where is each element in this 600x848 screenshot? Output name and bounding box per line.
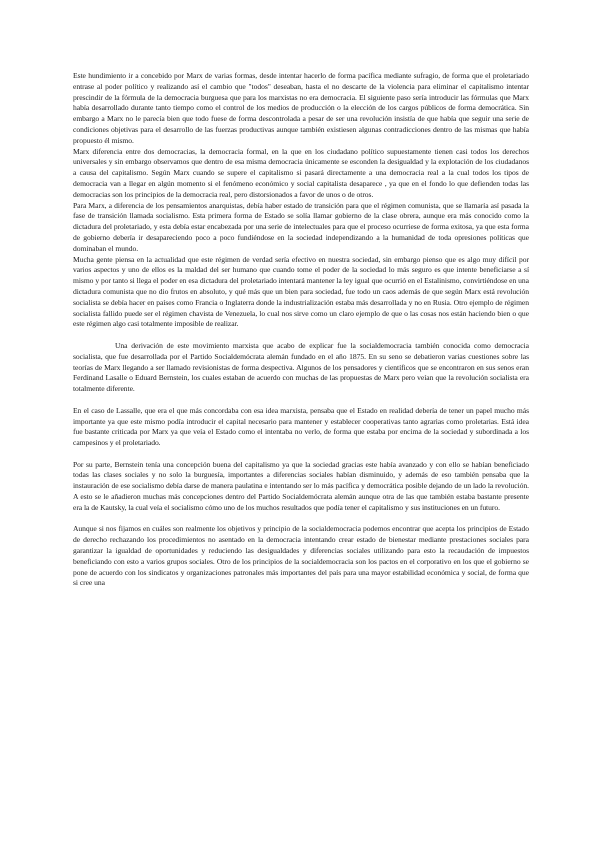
paragraph: Una derivación de este movimiento marxista que acabo de explicar fue la socialdemocracia también conocida como democracia socialista, que fue desarrollada por el Partido Socialdemócrata alemán fundado en el año 1875. En su seno se debatieron varias cuestiones sobre las teorías de Marx llegando a ser llamado revisionistas de forma despectiva. Algunos de los pensadores y científicos que se encontraron en sus senos eran Ferdinand Lasalle o Eduard Bernstein, los cuales estaban de acuerdo con muchas de las propuestas de Marx pero veían que la revolución socialista era totalmente diferente. bbox=[73, 340, 529, 394]
paragraph: En el caso de Lassalle, que era el que más concordaba con esa idea marxista, pensaba que el Estado en realidad debería de tener un papel mucho más importante ya que este mismo podía introducir el capital necesario para mantener y establecer cooperativas tanto agrarias como proletarias. Está idea fue bastante criticada por Marx ya que veía el Estado como el intentaba no verlo, de forma que estaba por encima de la sociedad y subordinada a los campesinos y el proletariado. bbox=[73, 405, 529, 448]
paragraph: Este hundimiento ir a concebido por Marx de varias formas, desde intentar hacerlo de forma pacífica mediante sufragio, de forma que el proletariado entrase al poder político y realizando así el cambio que "todos" deseaban, hasta el no descarte de la violencia para eliminar el capitalismo intentar prescindir de la fórmula de la democracia burguesa que para los marxistas no era democracia. El siguiente paso sería introducir las fórmulas que Marx había desarrollado durante tanto tiempo como el control de los medios de producción o la elección de los cargos públicos de forma democrática. Sin embargo a Marx no le parecía bien que todo fuese de forma descontrolada a pesar de ser una revolución insistía de que había que seguir una serie de condiciones objetivas para el desarrollo de las fuerzas productivas aunque también existiesen algunas contradicciones dentro de las mismas que había propuesto él mismo. bbox=[73, 71, 529, 145]
paragraph: Mucha gente piensa en la actualidad que este régimen de verdad sería efectivo en nuestra sociedad, sin embargo pienso que es algo muy difícil por varios aspectos y uno de ellos es la maldad del ser humano que cuando tome el poder de la sociedad lo más seguro es que intente beneficiarse a sí mismo y por tanto si llega el poder en esa dictadura del proletariado intentará mantener la ley igual que ocurrió en el Estalinismo, convirtiéndose en una dictadura comunista que no dio frutos en absoluto, y qué más que un bien para sociedad, fue todo un caos además de que según Marx está revolución socialista se debía hacer en países como Francia o Inglaterra donde la industrialización estaba más desarrollada y no en Rusia. Otro ejemplo de régimen socialista fallido puede ser el régimen chavista de Venezuela, lo cual nos sirve como un claro ejemplo de que o las cosas nos están haciendo bien o que este régimen algo casi totalmente imposible de realizar. bbox=[73, 254, 529, 329]
paragraph: Aunque si nos fijamos en cuáles son realmente los objetivos y principio de la socialdemocracia podemos encontrar que acepta los principios de Estado de derecho rechazando los procedimientos no asentado en la democracia intentando crear estado de bienestar mediante prestaciones sociales para garantizar la igualdad de oportunidades y reduciendo las desigualdades y diferencias sociales utilizando para esto la recaudación de impuestos beneficiando con esto a varios grupos sociales. Otro de los principios de la socialdemocracia son los pactos en el corporativo en los que el gobierno se pone de acuerdo con los sindicatos y organizaciones patronales más importantes del país para una mayor estabilidad económica y social, de forma que si cree una bbox=[73, 524, 529, 588]
paragraph: Marx diferencia entre dos democracias, la democracia formal, en la que en los ciudadano político supuestamente tienen casi todos los derechos universales y sin embargo observamos que dentro de esa misma democracia únicamente se esconden la desigualdad y la explotación de los ciudadanos a causa del capitalismo. Según Marx cuando se supere el capitalismo si pasará directamente a una democracia real a la cual todos los tipos de democracia van a llegar en algún momento si el fenómeno económico y social capitalista desaparece , ya que en el fondo lo que defienden todas las democracias son los principios de la democracia real, pero distorsionados a favor de unos o de otros. bbox=[73, 146, 529, 199]
paragraph: Por su parte, Bernstein tenía una concepción buena del capitalismo ya que la sociedad gracias este había avanzado y con ello se habían beneficiado todas las clases sociales y no solo la burguesía, importantes a diferencias sociales habían disminuido, y además de eso también pensaba que la instauración de ese socialismo debía darse de manera paulatina e intentando ser lo más pacífica y democrática posible dejando de un lado la revolución. A esto se le añadieron muchas más concepciones dentro del Partido Socialdemócrata alemán aunque otra de las que también estaba bastante presente era la de Kautsky, la cual veía el socialismo cómo uno de los muchos resultados que podía tener el capitalismo y sus instituciones en un futuro. bbox=[73, 459, 529, 512]
document-body bbox=[73, 71, 529, 589]
paragraph: Para Marx, a diferencia de los pensamientos anarquistas, debía haber estado de transición para que el régimen comunista, que se llamaría así pasada la fase de transición llamada socialismo. Esta primera forma de Estado se solía llamar gobierno de la clase obrera, aunque era más conocido como la dictadura del proletariado, y esta debía estar encabezada por una serie de intelectuales para que el proceso ocurriese de forma exitosa, ya que esta forma de gobierno debería ir desapareciendo poco a poco fundiéndose en la sociedad independizando a la humanidad de toda opresiones políticas que dominaban el mundo. bbox=[73, 200, 529, 253]
